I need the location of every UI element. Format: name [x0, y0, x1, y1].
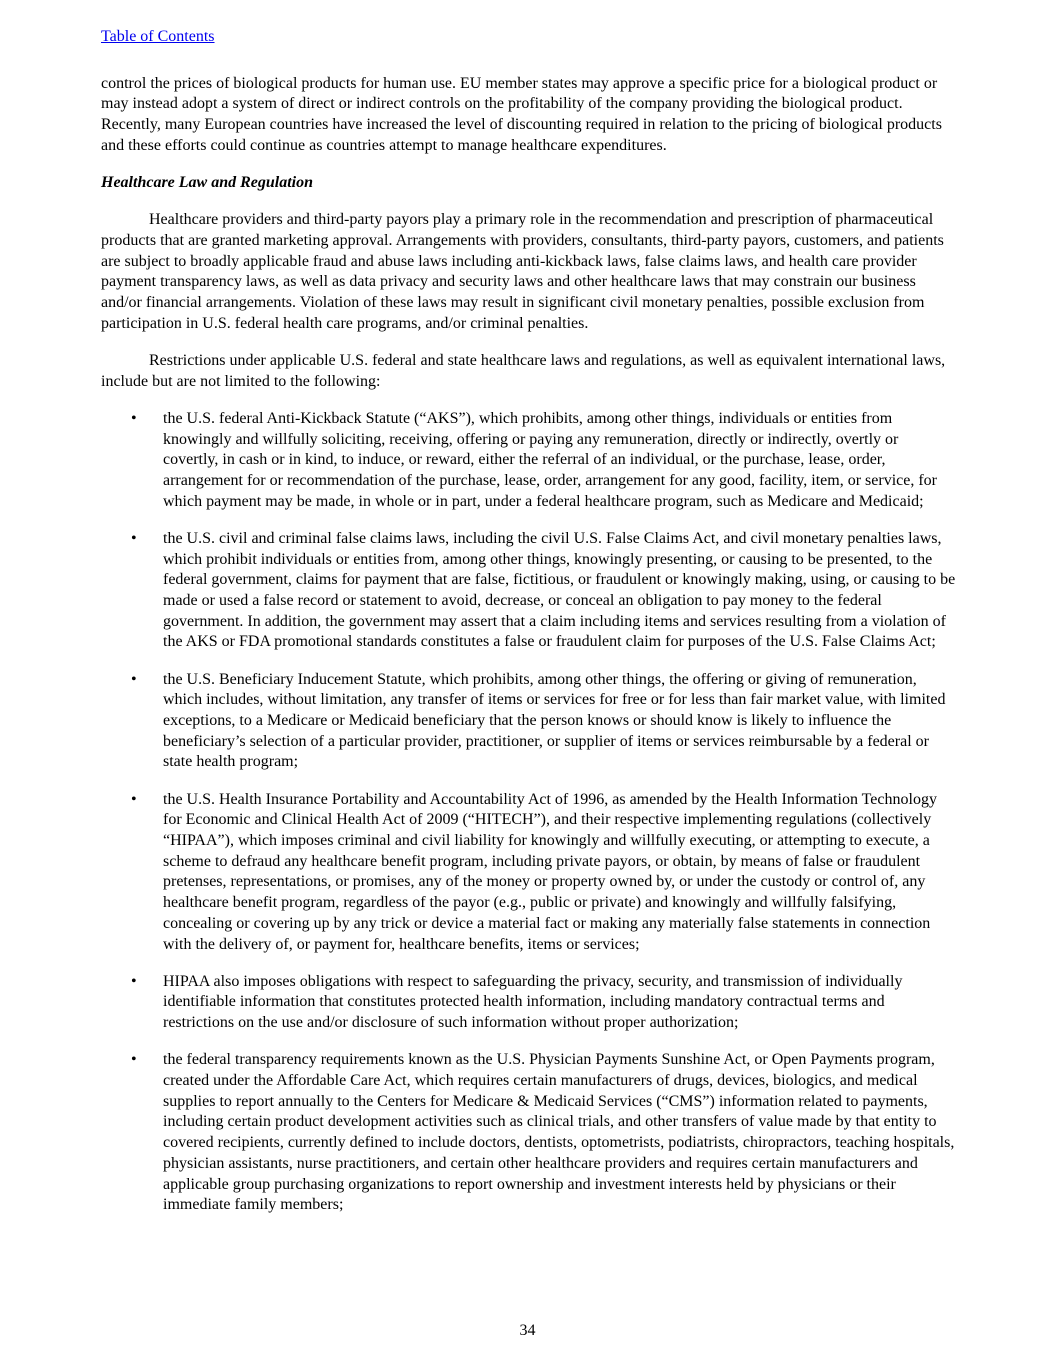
- page-number: 34: [519, 1322, 536, 1339]
- list-item: [101, 409, 957, 513]
- list-item-text: the U.S. Health Insurance Portability and Accountability Act of 1996, as amended by the Health Information Technology for Economic and Clinical Health Act of 2009 (“HITECH”), and their respective implementing regulations (collectively “HIPAA”), which imposes criminal and civil liability for knowingly and willfully executing, or attempting to execute, a scheme to defraud any healthcare benefit program, including private payors, or obtain, by means of false or fraudulent pretenses, representations, or promises, any of the money or property owned by, or under the custody or control of, any healthcare benefit program, regardless of the payor (e.g., public or private) and knowingly and willfully falsifying, concealing or covering up by any trick or device a material fact or making any materially false statements in connection with the delivery of, or payment for, healthcare benefits, items or services;: [163, 790, 937, 953]
- list-item-text: the U.S. Beneficiary Inducement Statute, which prohibits, among other things, the offering or giving of remuneration, which includes, without limitation, any transfer of items or services for free or for less than fair market value, with limited exceptions, to a Medicare or Medicaid beneficiary that the person knows or should know is likely to influence the beneficiary’s selection of a particular provider, practitioner, or supplier of items or services reimbursable by a federal or state health program;: [163, 670, 946, 771]
- intro-paragraph: control the prices of biological products for human use. EU member states may approve a specific price for a biological product or may instead adopt a system of direct or indirect controls on the profitability of the company providing the biological product. Recently, many European countries have increased the level of discounting required in relation to the pricing of biological products and these efforts could continue as countries attempt to manage healthcare expenditures.: [101, 74, 942, 154]
- section-heading: Healthcare Law and Regulation: [101, 174, 314, 192]
- list-item-text: the U.S. federal Anti-Kickback Statute (“AKS”), which prohibits, among other things, individuals or entities from knowingly and willfully soliciting, receiving, offering or paying any remuneration, directly or indirectly, overtly or covertly, in cash or in kind, to induce, or reward, either the referral of an individual, or the purchase, lease, order, arrangement for or recommendation of the purchase, lease, order, arrangement for any good, facility, item, or service, for which payment may be made, in whole or in part, under a federal healthcare program, such as Medicare and Medicaid;: [163, 409, 937, 510]
- paragraph: Restrictions under applicable U.S. federal and state healthcare laws and regulations, as well as equivalent international laws, include but are not limited to the following:: [101, 351, 946, 390]
- list-item: [101, 790, 957, 956]
- bullet-icon: •: [131, 409, 137, 427]
- list-item: [101, 1050, 957, 1216]
- list-item: [101, 972, 957, 1034]
- table-of-contents-link[interactable]: Table of Contents: [101, 28, 215, 45]
- list-item: [101, 670, 957, 774]
- bullet-icon: •: [131, 972, 137, 990]
- list-item: [101, 529, 957, 653]
- bullet-icon: •: [131, 670, 137, 688]
- document-page: [101, 27, 957, 1232]
- bullet-icon: •: [131, 529, 137, 547]
- list-item-text: HIPAA also imposes obligations with respect to safeguarding the privacy, security, and transmission of individually identifiable information that constitutes protected health information, including mandatory contractual terms and restrictions on the use and/or disclosure of such information without proper authorization;: [163, 972, 903, 1032]
- bullet-icon: •: [131, 790, 137, 808]
- list-item-text: the federal transparency requirements known as the U.S. Physician Payments Sunshine Act, or Open Payments program, created under the Affordable Care Act, which requires certain manufacturers of drugs, devices, biologics, and medical supplies to report annually to the Centers for Medicare & Medicaid Services (“CMS”) information related to payments, including certain product development activities such as clinical trials, and other transfers of value made by that entity to covered recipients, currently defined to include doctors, dentists, optometrists, podiatrists, chiropractors, teaching hospitals, physician assistants, nurse practitioners, and certain other healthcare providers and requires certain manufacturers and applicable group purchasing organizations to report ownership and investment interests held by physicians or their immediate family members;: [163, 1051, 955, 1214]
- bullet-list: [101, 409, 957, 1216]
- list-item-text: the U.S. civil and criminal false claims laws, including the civil U.S. False Claims Act, and civil monetary penalties laws, which prohibit individuals or entities from, among other things, knowingly presenting, or causing to be presented, to the federal government, claims for payment that are false, fictitious, or fraudulent or knowingly making, using, or causing to be made or used a false record or statement to avoid, decrease, or conceal an obligation to pay money to the federal government. In addition, the government may assert that a claim including items and services resulting from a violation of the AKS or FDA promotional standards constitutes a false or fraudulent claim for purposes of the U.S. False Claims Act;: [163, 529, 956, 651]
- paragraph: Healthcare providers and third-party payors play a primary role in the recommendation and prescription of pharmaceutical products that are granted marketing approval. Arrangements with providers, consultants, third-party payors, customers, and patients are subject to broadly applicable fraud and abuse laws including anti-kickback laws, false claims laws, and health care provider payment transparency laws, as well as data privacy and security laws and other healthcare laws that may constrain our business and/or financial arrangements. Violation of these laws may result in significant civil monetary penalties, possible exclusion from participation in U.S. federal health care programs, and/or criminal penalties.: [101, 211, 944, 332]
- bullet-icon: •: [131, 1051, 137, 1069]
